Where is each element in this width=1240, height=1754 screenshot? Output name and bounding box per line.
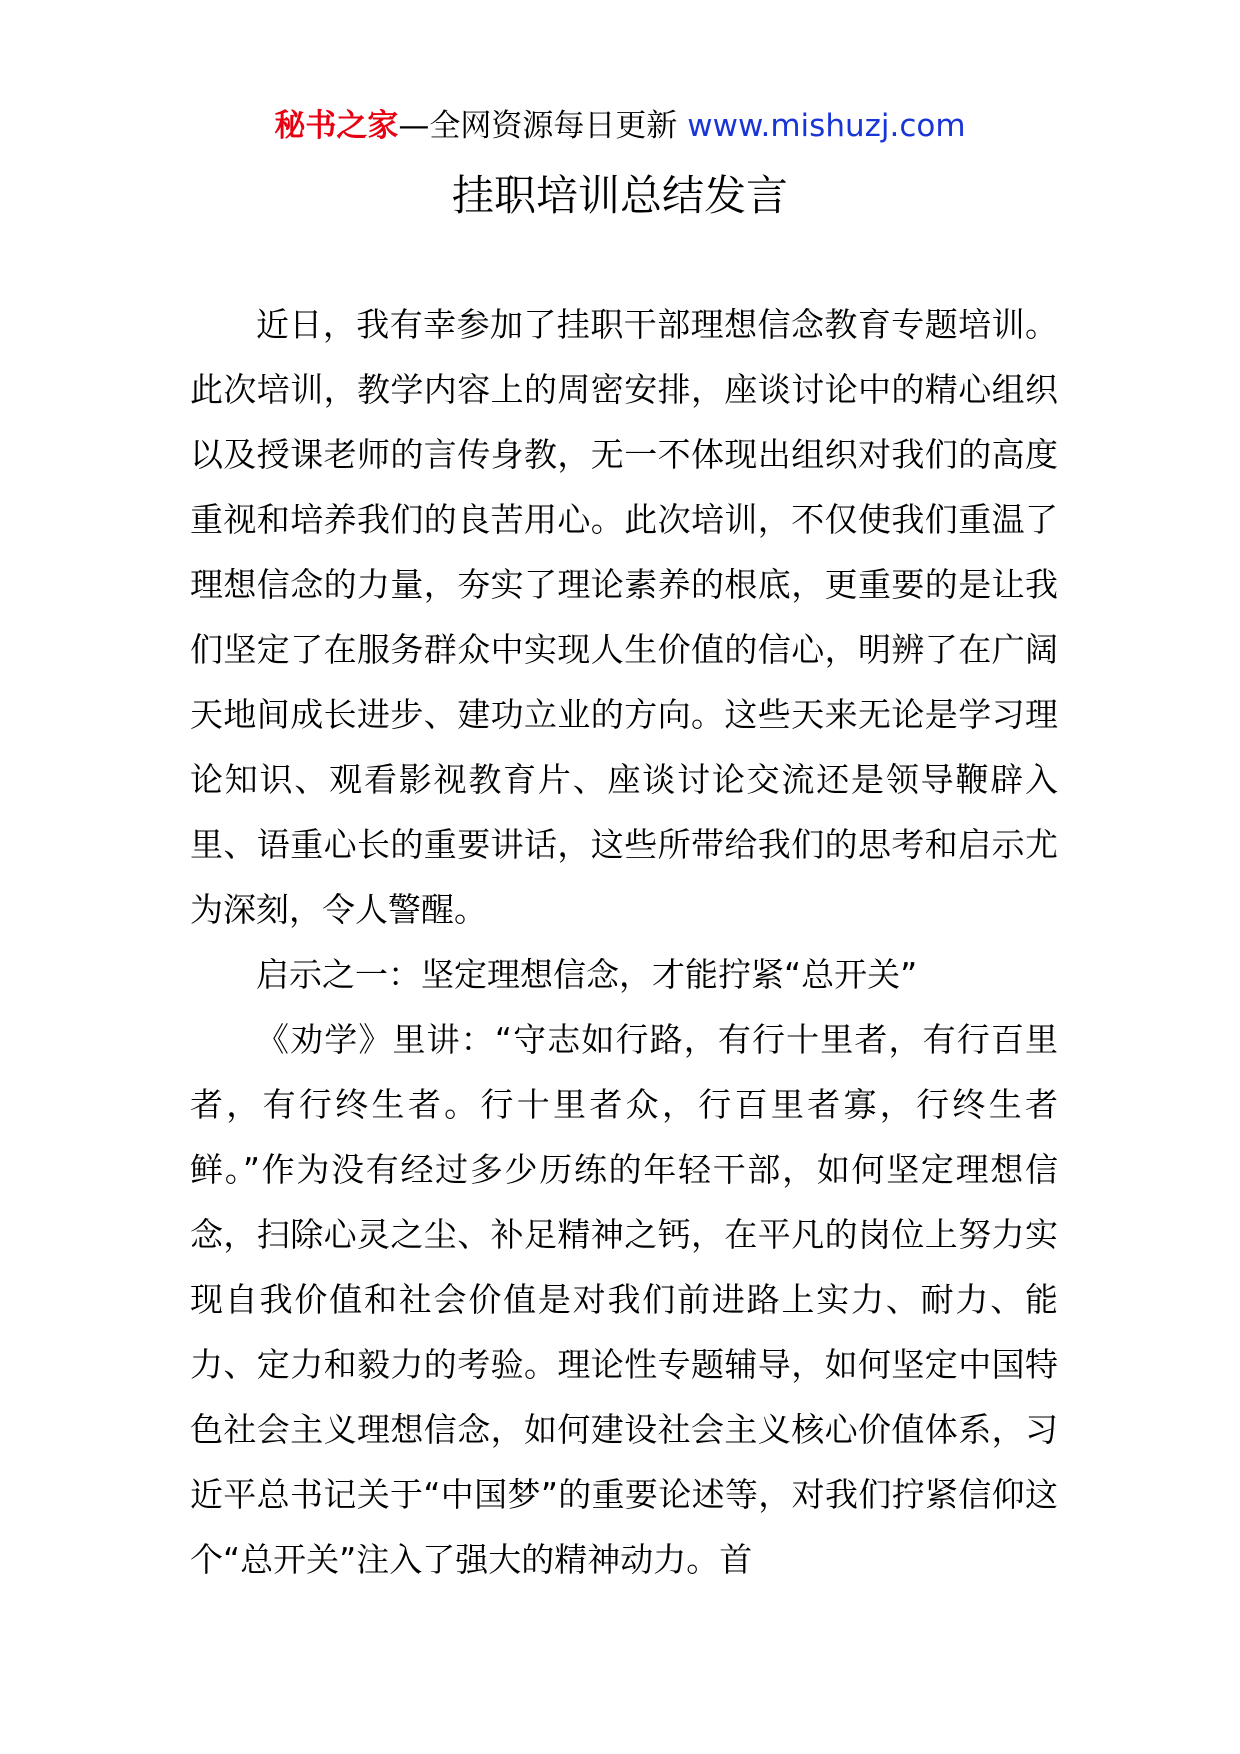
site-url: www.mishuzj.com [687, 108, 966, 144]
document-title: 挂职培训总结发言 [451, 171, 788, 220]
header-tagline: —全网资源每日更新 [398, 108, 688, 144]
paragraph-body-1: 《劝学》里讲：“守志如行路，有行十里者，有行百里者，有行终生者。行十里者众，行百里者寡，行终生者鲜。”作为没有经过多少历练的年轻干部，如何坚定理想信念，扫除心灵之尘、补足精神之钙，在平凡的岗位上努力实现自我价值和社会价值是对我们前进路上实力、耐力、能力、定力和毅力的考验。理论性专题辅导，如何坚定中国特色社会主义理想信念，如何建设社会主义核心价值体系，习近平总书记关于“中国梦”的重要论述等，对我们拧紧信仰这个“总开关”注入了强大的精神动力。首 [190, 1020, 1058, 1579]
paragraph-intro: 近日，我有幸参加了挂职干部理想信念教育专题培训。此次培训，教学内容上的周密安排，座谈讨论中的精心组织以及授课老师的言传身教，无一不体现出组织对我们的高度重视和培养我们的良苦用心。此次培训，不仅使我们重温了理想信念的力量，夯实了理论素养的根底，更重要的是让我们坚定了在服务群众中实现人生价值的信心，明辨了在广阔天地间成长进步、建功立业的方向。这些天来无论是学习理论知识、观看影视教育片、座谈讨论交流还是领导鞭辟入里、语重心长的重要讲话，这些所带给我们的思考和启示尤为深刻，令人警醒。 [190, 305, 1058, 929]
brand-name: 秘书之家 [274, 108, 399, 144]
document-body [190, 292, 1058, 1592]
site-header [0, 104, 1240, 148]
paragraph-heading-1: 启示之一：坚定理想信念，才能拧紧“总开关” [256, 955, 918, 994]
